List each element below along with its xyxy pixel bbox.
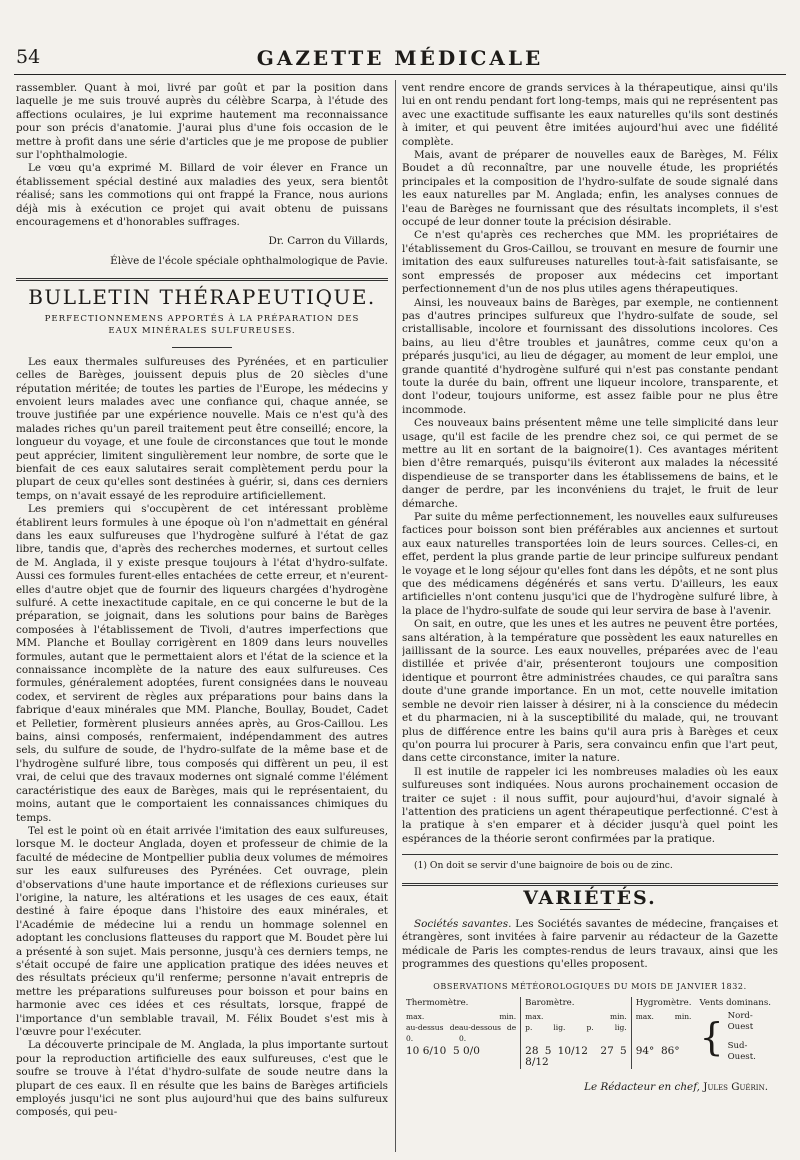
paragraph: Les eaux thermales sulfureuses des Pyrénées, et en particulier celles de Barèges, jouissent depuis plus de 20 siècles d'une réputation méritée; de toutes les parties de l'Europe, les médecins y envoient leurs malades avec une confiance qui, chaque année, se trouve justifiée par une expérience nouvelle. Mais ce n'est qu'à des malades riches qu'un pareil traitement peut être conseillé; encore, la longueur du voyage, et une foule de circonstances que tout le monde peut apprécier, limitent singulièrement leur nombre, de sorte que le bienfait de ces eaux salutaires serait complètement perdu pour la plupart de ceux qu'elles sont destinées à guérir, si, dans ces derniers temps, on n'avait essayé de les reproduire artificiellement. — [16, 355, 388, 502]
paragraph: vent rendre encore de grands services à la thérapeutique, ainsi qu'ils lui en ont rendu pendant fort long-temps, mais qui ne représentent pas avec une exactitude suffisante les eaux naturelles qu'ils sont destinés à imiter, et qui peuvent être imitées aujourd'hui avec une fidélité complète. — [402, 82, 778, 148]
observations-title: OBSERVATIONS MÉTÉOROLOGIQUES DU MOIS DE JANVIER 1832. — [433, 981, 747, 991]
paragraph: Tel est le point où en était arrivée l'imitation des eaux sulfureuses, lorsque M. le docteur Anglada, doyen et professeur de chimie de la faculté de médecine de Montpellier publia deux volumes de mémoires sur les eaux sulfureuses des Pyrénées. Cet ouvrage, plein d'observations d'une haute importance et de réflexions curieuses sur l'origine, la nature, les altérations et les usages de ces eaux, était destiné à faire époque dans l'histoire des eaux minérales, et l'Académie de médecine lui a rendu un hommage solennel en adoptant les conclusions flatteuses du rapport que M. Boudet père lui a présenté à son sujet. Mais personne, jusqu'à ces derniers temps, ne s'était occupé de faire une application pratique des idées neuves et des résultats précieux qu'il renferme; personne n'avait entrepris de mettre les préparations sulfureuses pour boisson et pour bains en harmonie avec ces idées et ces résultats, lorsque, frappé de l'importance d'un semblable travail, M. Félix Boudet s'est mis à l'œuvre pour l'exécuter. — [16, 824, 388, 1038]
vents-header: Vents dominans. — [699, 998, 771, 1008]
thermo-sub — [402, 1010, 521, 1045]
footnote-rule — [402, 854, 778, 855]
footnote: (1) On doit se servir d'une baignoire de bois ou de zinc. — [414, 860, 673, 872]
signature-name: Dr. Carron du Villards, — [268, 235, 388, 248]
thermo-header: Thermomètre. — [406, 998, 469, 1008]
hygro-min: 86° — [661, 1045, 680, 1057]
lig-label: lig. — [614, 1023, 627, 1032]
varietes-lead: Sociétés savantes. — [414, 917, 512, 930]
varietes-paragraph — [402, 918, 778, 972]
section-rule — [16, 278, 388, 281]
bulletin-title: BULLETIN THÉRAPEUTIQUE. — [28, 285, 376, 310]
max-label: max. — [525, 1012, 544, 1021]
thermo-min: 5 0/0 — [452, 1045, 480, 1057]
above-zero-label: au-dessus de 0. — [406, 1023, 460, 1043]
lig-label: lig. — [553, 1023, 566, 1032]
min-label: min. — [499, 1012, 517, 1021]
baro-min: 27 5 8/12 — [525, 1045, 627, 1068]
thermo-values — [402, 1045, 521, 1069]
wind-1: Nord-Ouest — [727, 1011, 754, 1032]
section-rule — [402, 883, 778, 886]
baro-values — [521, 1045, 632, 1069]
min-label: min. — [609, 1012, 627, 1021]
varietes-title: VARIÉTÉS. — [523, 886, 657, 909]
signature-title: Élève de l'école spéciale ophthalmologique de Pavie. — [110, 254, 388, 267]
thermo-max: 10 6/10 — [406, 1045, 447, 1057]
hygro-values — [631, 1045, 695, 1069]
wind-2: Sud-Ouest. — [727, 1041, 756, 1062]
paragraph: Les premiers qui s'occupèrent de cet intéressant problème établirent leurs formules à une époque où l'on n'admettait en général dans les eaux sulfureuses que l'hydrogène sulfuré à l'état de gaz libre, tandis que, d'après des recherches modernes, et surtout celles de M. Anglada, il y existe presque toujours à l'état d'hydro-sulfate. Aussi ces formules furent-elles entachées de cette erreur, et n'eurent-elles d'autre objet que de fournir des liqueurs chargées d'hydrogène sulfuré. A cette inexactitude capitale, en ce qui concerne le but de la préparation, se joignait, dans les solutions pour bains de Barèges composées à l'établissement de Tivoli, d'autres imperfections que MM. Planche et Boullay corrigèrent en 1809 dans leurs nouvelles formules, autant que le permettaient alors et l'état de la science et la connaissance incomplète de la nature des eaux sulfureuses. Ces formules, généralement adoptées, furent consignées dans le nouveau codex, et servirent de règles aux préparations pour bains dans la fabrique d'eaux minérales que MM. Planche, Boullay, Boudet, Cadet et Pelletier, formèrent plusieurs années après, au Gros-Caillou. Les bains, ainsi composés, renfermaient, indépendamment des autres sels, du sulfure de soude, de l'hydro-sulfate de la même base et de l'hydrogène sulfuré libre, tous composés qui diffèrent un peu, il est vrai, de celui que des travaux modernes ont signalé comme l'élément caractéristique des eaux de Barèges, mais qui le représentaient, du moins, autant que le comportaient les connaissances chimiques du temps. — [16, 503, 388, 824]
max-label: max. — [635, 1012, 654, 1021]
bulletin-subheading: PERFECTIONNEMENS APPORTÉS À LA PRÉPARATION DES EAUX MINÉRALES SULFUREUSES. — [44, 313, 360, 336]
editor-name: Jules Guérin. — [703, 1081, 768, 1093]
editor-label: Le Rédacteur en chef, — [584, 1081, 700, 1093]
paragraph: Ces nouveaux bains présentent même une telle simplicité dans leur usage, qu'il est facile de les prendre chez soi, ce qui permet de se mettre au lit en sortant de la baignoire(1). Ces avantages méritent bien d'être remarqués, puisqu'ils éviteront aux malades la nécessité dispendieuse de se transporter dans les établissemens de bains, et le danger de perdre, par les inconvéniens du trajet, le fruit de leur démarche. — [402, 417, 778, 510]
left-column — [16, 82, 388, 1152]
paragraph: Il est inutile de rappeler ici les nombreuses maladies où les eaux sulfureuses sont indiquées. Nous aurons prochainement occasion de traiter ce sujet : il nous suffit, pour aujourd'hui, d'avoir signalé à l'attention des praticiens un agent thérapeutique perfectionné. C'est à la pratique à s'en emparer et à décider jusqu'à quel point les espérances de la théorie seront confirmées par la pratique. — [402, 765, 778, 845]
short-rule — [560, 909, 620, 910]
paragraph: Par suite du même perfectionnement, les nouvelles eaux sulfureuses factices pour boisson sont bien préférables aux anciennes et surtout aux eaux naturelles transportées loin de leurs sources. Celles-ci, en effet, perdent la plus grande partie de leur principe sulfureux pendant le voyage et le long séjour qu'elles font dans les dépôts, et ne sont plus que des médicamens dégénérés et sans vertu. D'ailleurs, les eaux artificielles n'ont contenu jusqu'ici que de l'hydrogène sulfuré libre, à la place de l'hydro-sulfate de soude qui leur servira de base à l'avenir. — [402, 511, 778, 617]
paragraph: Ainsi, les nouveaux bains de Barèges, par exemple, ne contiennent pas d'autres principes sulfureux que l'hydro-sulfate de soude, sel cristallisable, incolore et fournissant des dissolutions incolores. Ces bains, au lieu d'être troubles et jaunâtres, comme ceux qu'on a préparés jusqu'ici, au lieu de dégager, au moment de leur emploi, une grande quantité d'hydrogène sulfuré qui n'est pas constante pendant toute la durée du bain, offrent une liqueur incolore, transparente, et dont l'odeur, toujours uniforme, est assez faible pour ne plus être incommode. — [402, 296, 778, 416]
baro-header: Baromètre. — [521, 997, 632, 1010]
page-number: 54 — [16, 46, 41, 68]
min-label: min. — [674, 1012, 692, 1021]
winds — [695, 1010, 778, 1069]
paragraph: Le vœu qu'a exprimé M. Billard de voir élever en France un établissement spécial destiné aux maladies des yeux, sera bientôt réalisé; sans les commotions qui ont frappé la France, nous aurions déjà mis à exécution ce projet qui avait obtenu de puissans encouragemens et d'honorables suffrages. — [16, 162, 388, 229]
baro-sub — [521, 1010, 632, 1045]
masthead-rule — [14, 74, 786, 75]
masthead: GAZETTE MÉDICALE — [256, 46, 544, 70]
paragraph: Mais, avant de préparer de nouvelles eaux de Barèges, M. Félix Boudet a dû reconnaître, par une nouvelle étude, les propriétés principales et la composition de l'hydro-sulfate de soude signalé dans les eaux naturelles par M. Anglada; enfin, les analyses connues de l'eau de Barèges ne fournissant que des résultats incomplets, il s'est occupé de leur donner toute la précision désirable. — [402, 149, 778, 229]
column-divider — [395, 80, 396, 1152]
baro-max: 28 5 10/12 — [525, 1045, 588, 1057]
brace-glyph: { — [699, 1015, 724, 1059]
hygro-max: 94° — [635, 1045, 655, 1057]
short-rule — [172, 347, 232, 348]
p-label: p. — [586, 1023, 594, 1032]
paragraph: Ce n'est qu'après ces recherches que MM. les propriétaires de l'établissement du Gros-Caillou, se trouvant en mesure de fournir une imitation des eaux sulfureuses naturelles tout-à-fait satisfaisante, se sont empressés de proposer aux médecins cet important perfectionnement d'un de nos plus utiles agens thérapeutiques. — [402, 229, 778, 296]
weather-table — [402, 997, 778, 1069]
below-zero-label: au-dessous de 0. — [459, 1023, 517, 1043]
paragraph: On sait, en outre, que les unes et les autres ne peuvent être portées, sans altération, à la température que possèdent les eaux naturelles en jaillissant de la source. Les eaux nouvelles, préparées avec de l'eau distillée et privée d'air, présenteront toujours une composition identique et pourront être administrées chaudes, ce qui paraîtra sans doute d'une grande importance. En un mot, cette nouvelle imitation semble ne devoir rien laisser à désirer, ni à la conscience du médecin et du pharmacien, ni à la susceptibilité du malade, qui, ne trouvant plus de différence entre les bains qu'il aura pris à Barèges et ceux qu'on pourra lui procurer à Paris, sera convaincu enfin que l'art peut, dans cette circonstance, imiter la nature. — [402, 618, 778, 765]
paragraph: rassembler. Quant à moi, livré par goût et par la position dans laquelle je me suis trouvé auprès du célèbre Scarpa, à l'étude des affections oculaires, je lui exprime hautement ma reconnaissance pour son précis d'anatomie. J'aurai plus d'une fois occasion de le mettre à profit dans une série d'articles que je me propose de publier sur l'ophthalmologie. — [16, 82, 388, 162]
max-label: max. — [406, 1012, 425, 1021]
hygro-header: Hygromètre. — [631, 997, 695, 1010]
paragraph: La découverte principale de M. Anglada, la plus importante surtout pour la reproduction artificielle des eaux sulfureuses, c'est que le soufre se trouve à l'état d'hydro-sulfate de soude neutre dans la plupart de ces eaux. Il en résulte que les bains de Barèges artificiels employés jusqu'ici ne sont plus aujourd'hui que des bains sulfureux composés, qui peu- — [16, 1039, 388, 1119]
editor-signature — [402, 1081, 778, 1094]
varietes-text: Les Sociétés savantes de médecine, françaises et étrangères, sont invitées à faire parvenir au rédacteur de la Gazette médicale de Paris les comptes-rendus de leurs travaux, ainsi que les programmes des questions qu'elles proposent. — [402, 917, 778, 971]
right-column — [402, 82, 778, 1152]
hygro-sub — [631, 1010, 695, 1045]
p-label: p. — [525, 1023, 533, 1032]
